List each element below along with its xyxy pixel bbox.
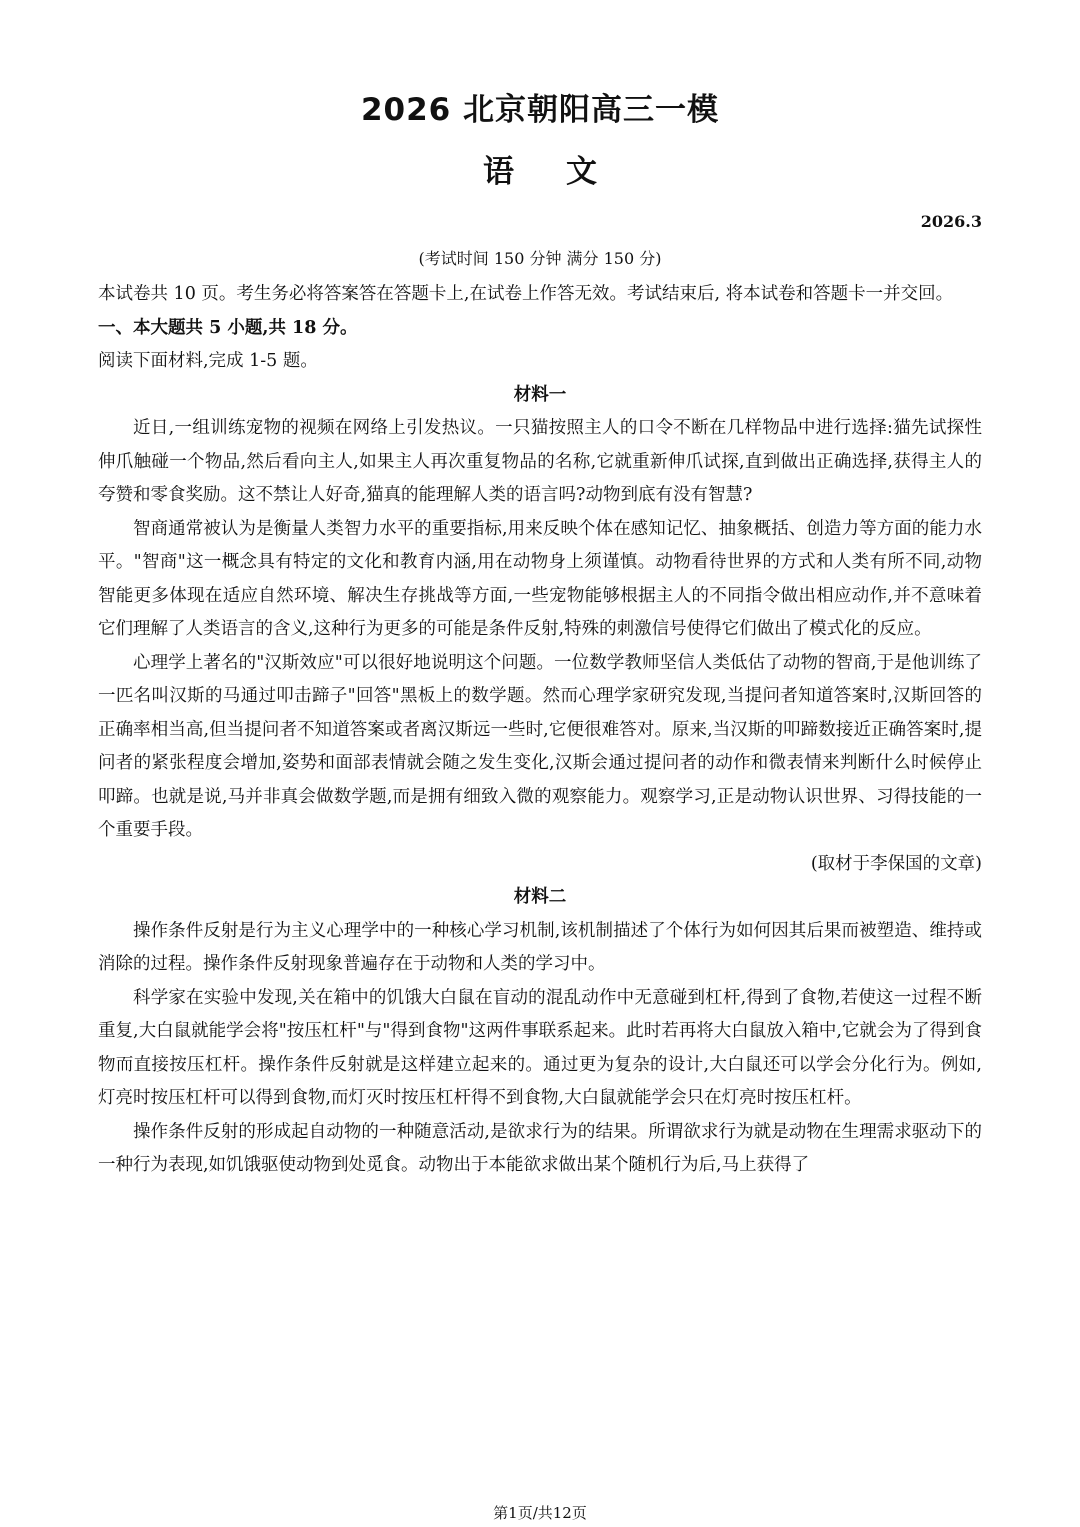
material1-paragraph: 近日,一组训练宠物的视频在网络上引发热议。一只猫按照主人的口令不断在几样物品中进行选择:猫先试探性伸爪触碰一个物品,然后看向主人,如果主人再次重复物品的名称,它就重新伸爪试探,直到做出正确选择,获得主人的夸赞和零食奖励。这不禁让人好奇,猫真的能理解人类的语言吗?动物到底有没有智慧? [98,418,982,505]
material2-paragraph: 操作条件反射的形成起自动物的一种随意活动,是欲求行为的结果。所谓欲求行为就是动物在生理需求驱动下的一种行为表现,如饥饿驱使动物到处觅食。动物出于本能欲求做出某个随机行为后,马上获得了 [98,1121,982,1175]
material1-title: 材料一 [513,384,567,405]
instructions-text: 本试卷共 10 页。考生务必将答案答在答题卡上,在试卷上作答无效。考试结束后, 将本试卷和答题卡一并交回。 [98,284,954,304]
section-prompt: 阅读下面材料,完成 1-5 题。 [98,351,318,371]
section-heading: 一、本大题共 5 小题,共 18 分。 [98,317,358,338]
exam-date: 2026.3 [920,212,982,231]
exam-title: 2026 北京朝阳高三一模 [360,92,720,128]
material2-paragraph: 科学家在实验中发现,关在箱中的饥饿大白鼠在盲动的混乱动作中无意碰到杠杆,得到了食物,若使这一过程不断重复,大白鼠就能学会将"按压杠杆"与"得到食物"这两件事联系起来。此时若再将大白鼠放入箱中,它就会为了得到食物而直接按压杠杆。操作条件反射就是这样建立起来的。通过更为复杂的设计,大白鼠还可以学会分化行为。例如,灯亮时按压杠杆可以得到食物,而灯灭时按压杠杆得不到食物,大白鼠就能学会只在灯亮时按压杠杆。 [98,987,982,1108]
page-footer: 第1页/共12页 [493,1504,587,1522]
material1-paragraph: 智商通常被认为是衡量人类智力水平的重要指标,用来反映个体在感知记忆、抽象概括、创造力等方面的能力水平。"智商"这一概念具有特定的文化和教育内涵,用在动物身上须谨慎。动物看待世界的方式和人类有所不同,动物智能更多体现在适应自然环境、解决生存挑战等方面,一些宠物能够根据主人的不同指令做出相应动作,并不意味着它们理解了人类语言的含义,这种行为更多的可能是条件反射,特殊的刺激信号使得它们做出了模式化的反应。 [98,518,982,639]
material2-paragraph: 操作条件反射是行为主义心理学中的一种核心学习机制,该机制描述了个体行为如何因其后果而被塑造、维持或消除的过程。操作条件反射现象普遍存在于动物和人类的学习中。 [98,920,982,974]
material2-title: 材料二 [513,887,567,907]
material1-paragraph: 心理学上著名的"汉斯效应"可以很好地说明这个问题。一位数学教师坚信人类低估了动物的智商,于是他训练了一匹名叫汉斯的马通过叩击蹄子"回答"黑板上的数学题。然而心理学家研究发现,当提问者知道答案时,汉斯回答的正确率相当高,但当提问者不知道答案或者离汉斯远一些时,它便很难答对。原来,当汉斯的叩蹄数接近正确答案时,提问者的紧张程度会增加,姿势和面部表情就会随之发生变化,汉斯会通过提问者的动作和微表情来判断什么时候停止叩蹄。也就是说,马并非真会做数学题,而是拥有细致入微的观察能力。观察学习,正是动物认识世界、习得技能的一个重要手段。 [98,652,982,840]
exam-time-info: (考试时间 150 分钟 满分 150 分) [418,249,662,268]
material1-source: (取材于李保国的文章) [810,853,982,874]
exam-body [98,278,982,1183]
subject-title: 语文 [483,154,649,190]
